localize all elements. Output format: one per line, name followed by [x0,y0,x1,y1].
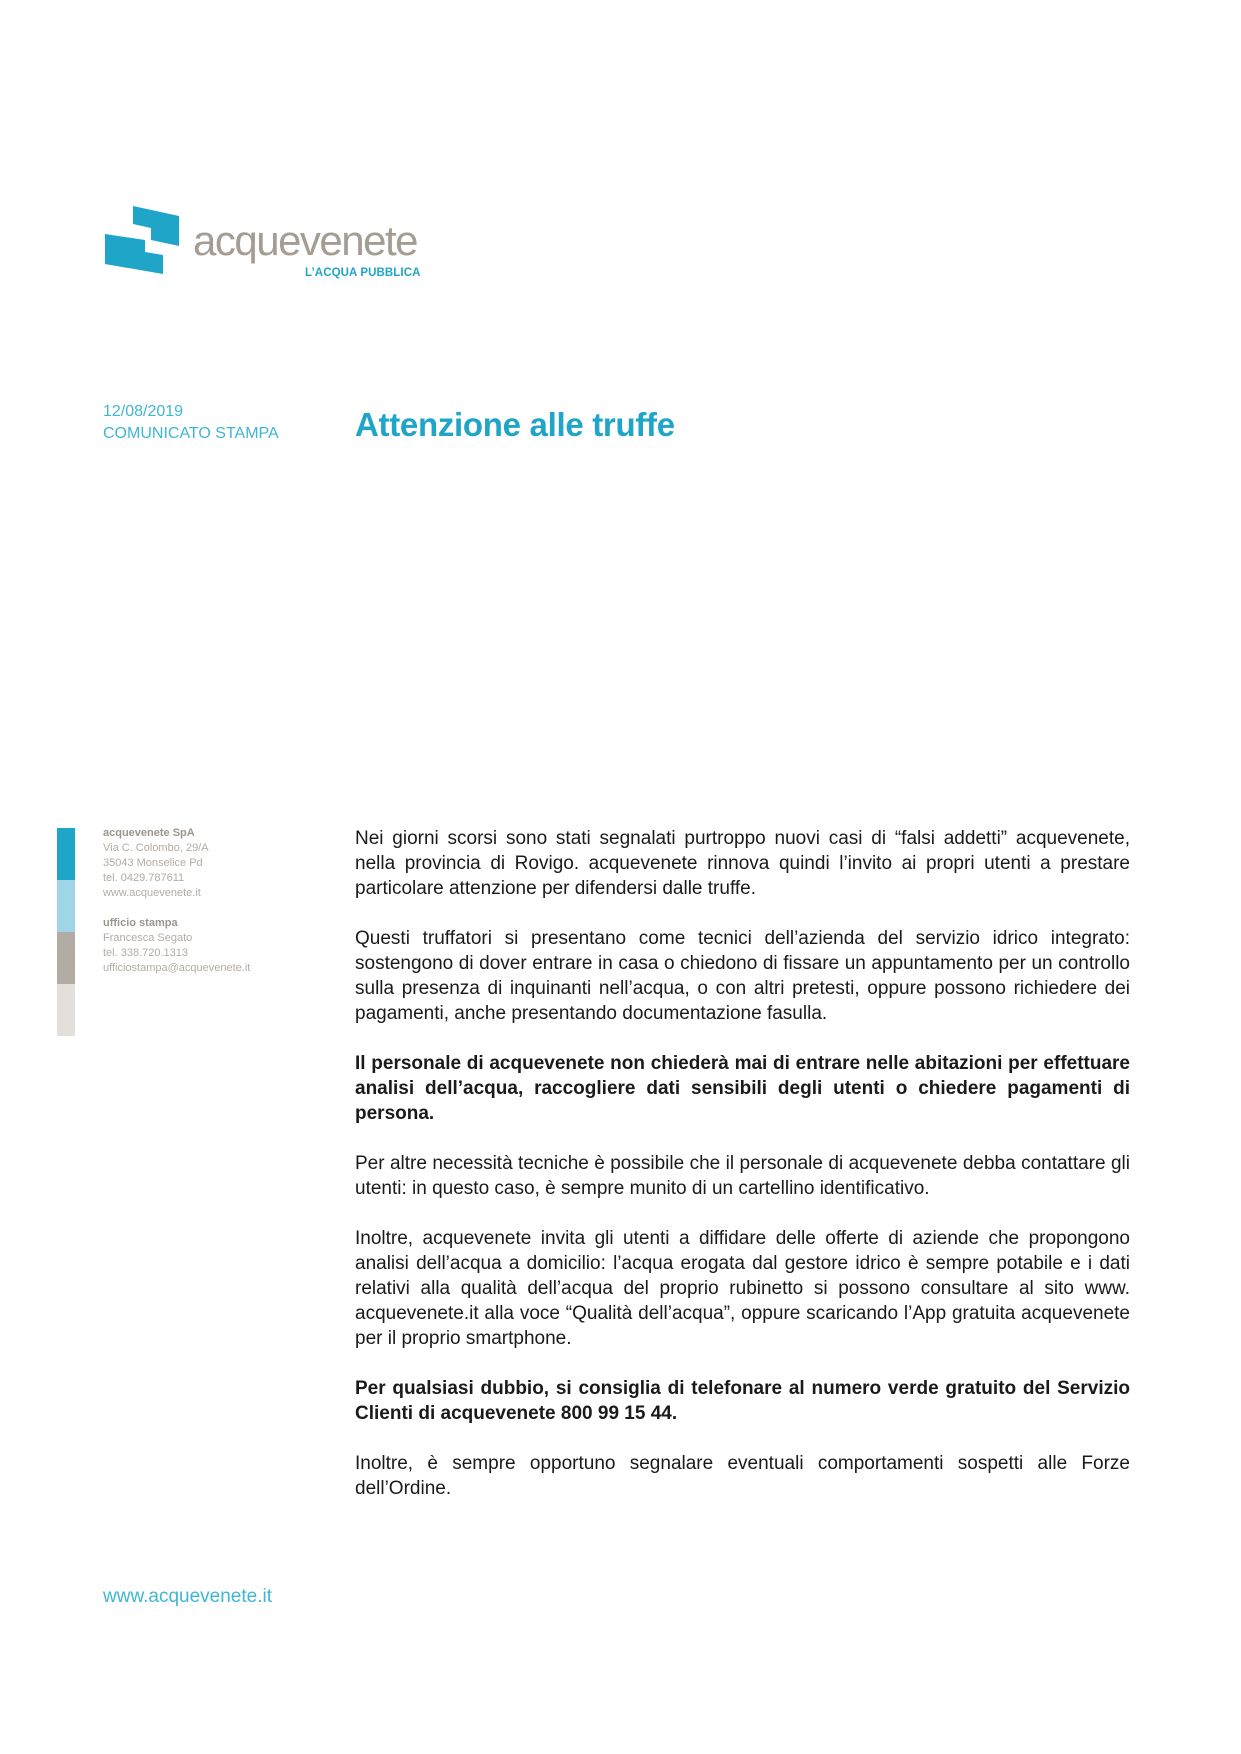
body-paragraph-emphasis: Il personale di acquevenete non chiederà mai di entrare nelle abitazioni per effettuare analisi dell’acqua, raccogliere dati sensibili degli utenti o chiedere pagamenti di persona. [355,1053,1130,1124]
press-office-email-link[interactable]: ufficiostampa@acquevenete.it [103,962,251,974]
body-paragraph: Inoltre, è sempre opportuno segnalare eventuali comportamenti sospetti alle Forze dell’Ordine. [355,1453,1130,1499]
contact-spacer [103,901,303,916]
press-office-phone: tel. 338.720.1313 [103,947,189,959]
company-phone: tel. 0429.787611 [103,872,185,884]
press-office-title: ufficio stampa [103,917,178,929]
company-name: acquevenete SpA [103,827,195,839]
acquevenete-logo-icon [105,206,180,274]
article-body [355,826,1130,1526]
brand-color-bar [57,828,75,1036]
body-paragraph: Questi truffatori si presentano come tecnici dell’azienda del servizio idrico integrato: sostengono di dover entrare in casa o chiedono di fissare un appuntamento per un controllo sulla presenza di inquinanti nell’acqua, o con altri pretesti, oppure possono richiedere dei pagamenti, anche presentando documentazione fasulla. [355,928,1130,1024]
company-logo [105,206,425,286]
company-city: 35043 Monselice Pd [103,857,203,869]
color-swatch-taupe [57,932,75,984]
press-release-date: 12/08/2019 [103,403,184,420]
body-paragraph-emphasis: Per qualsiasi dubbio, si consiglia di telefonare al numero verde gratuito del Servizio Clienti di acquevenete 800 99 15 44. [355,1378,1130,1424]
footer-website-link[interactable]: www.acquevenete.it [103,1586,272,1607]
color-swatch-blue [57,828,75,880]
body-paragraph: Inoltre, acquevenete invita gli utenti a diffidare delle offerte di aziende che propongono analisi dell’acqua a domicilio: l’acqua erogata dal gestore idrico è sempre potabile e i dati relativi alla qualità dell’acqua del proprio rubinetto si possono consultare al sito www. acquevenete.it alla voce “Qualità dell’acqua”, oppure scaricando l’App gratuita acquevenete per il proprio smartphone. [355,1228,1130,1349]
press-office-contact: Francesca Segato [103,932,193,944]
logo-wordmark: acquevenete [193,217,418,264]
contact-block [103,826,303,976]
page-title: Attenzione alle truffe [355,406,675,443]
document-type: COMUNICATO STAMPA [103,425,279,442]
body-paragraph: Nei giorni scorsi sono stati segnalati purtroppo nuovi casi di “falsi addetti” acquevenete, nella provincia di Rovigo. acquevenete rinnova quindi l’invito ai propri utenti a prestare particolare attenzione per difendersi dalle truffe. [355,828,1130,899]
color-swatch-light-blue [57,880,75,932]
company-address: Via C. Colombo, 29/A [103,842,209,854]
company-web-link[interactable]: www.acquevenete.it [103,887,201,899]
logo-tagline: L’ACQUA PUBBLICA [305,267,421,279]
body-paragraph: Per altre necessità tecniche è possibile che il personale di acquevenete debba contattare gli utenti: in questo caso, è sempre munito di un cartellino identificativo. [355,1153,1130,1199]
color-swatch-light-grey [57,984,75,1036]
